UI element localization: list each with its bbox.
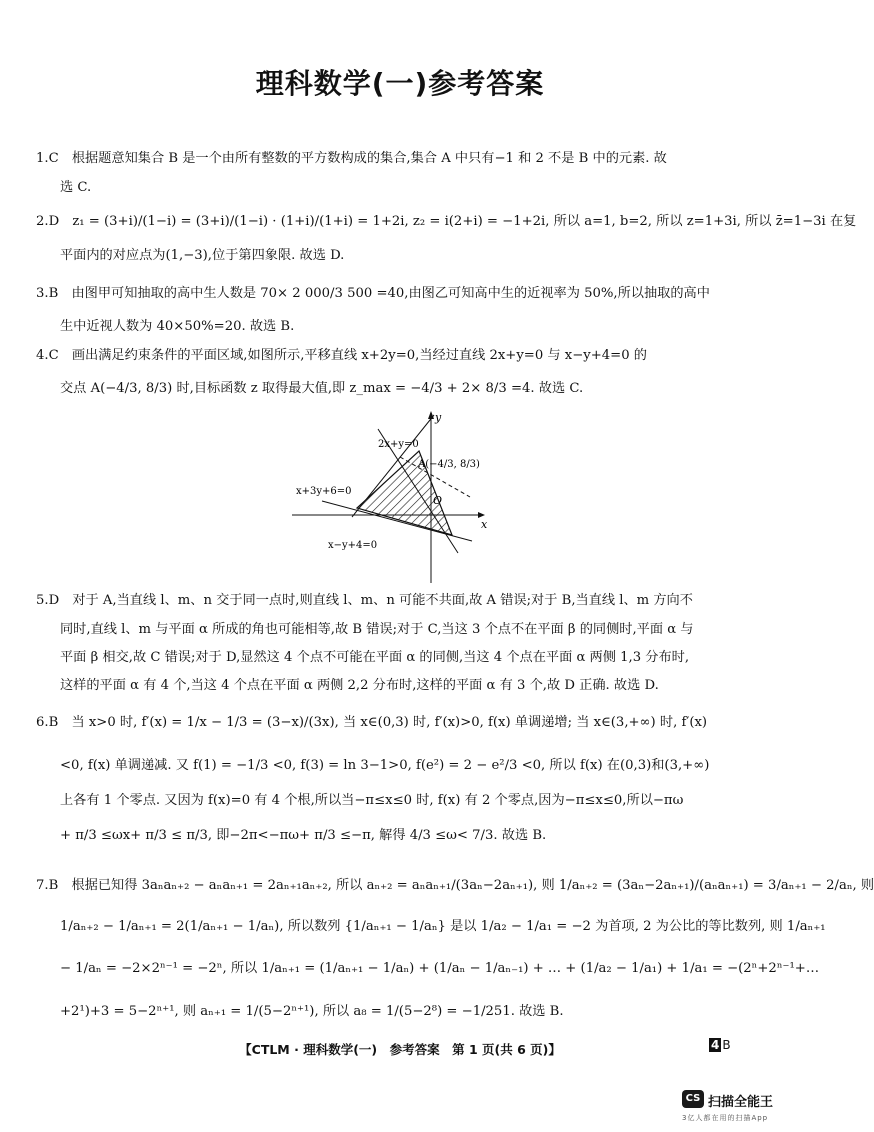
y-axis-arrow-icon [428, 411, 434, 419]
answer-line: 生中近视人数为 40×50%=20. 故选 B. [60, 319, 295, 334]
answer-line: 这样的平面 α 有 4 个,当这 4 个点在平面 α 两侧 2,2 分布时,这样的平面 α 有 3 个,故 D 正确. 故选 D. [60, 678, 659, 693]
answer-line: 3.B 由图甲可知抽取的高中生人数是 70× 2 000/3 500 =40,由图乙可知高中生的近视率为 50%,所以抽取的高中 [36, 286, 710, 301]
label-line3: x−y+4=0 [328, 540, 378, 551]
answer-line: 平面内的对应点为(1,−3),位于第四象限. 故选 D. [60, 248, 345, 263]
answer-line: <0, f(x) 单调递减. 又 f(1) = −1/3 <0, f(3) = ln 3−1>0, f(e²) = 2 − e²/3 <0, 所以 f(x) 在(0,3)和(3,+∞) [60, 758, 710, 773]
scanner-tagline: 3亿人都在用的扫描App [682, 1114, 769, 1122]
answer-line: 选 C. [60, 180, 92, 195]
answer-line: 上各有 1 个零点. 又因为 f(x)=0 有 4 个根,所以当−π≤x≤0 时, f(x) 有 2 个零点,因为−π≤x≤0,所以−πω [60, 793, 684, 808]
label-line2: x+3y+6=0 [296, 486, 352, 497]
camscanner-logo-icon: CS [682, 1090, 704, 1108]
scanner-watermark [680, 1086, 798, 1130]
version-badge [709, 1038, 731, 1052]
label-point-a: A(−4/3, 8/3) [418, 459, 480, 470]
answer-line: 5.D 对于 A,当直线 l、m、n 交于同一点时,则直线 l、m、n 可能不共面,故 A 错误;对于 B,当直线 l、m 方向不 [36, 593, 693, 608]
answer-line: + π/3 ≤ωx+ π/3 ≤ π/3, 即−2π<−πω+ π/3 ≤−π, 解得 4/3 ≤ω< 7/3. 故选 B. [60, 828, 547, 843]
badge-letter: B [722, 1038, 731, 1052]
answer-line: 1/aₙ₊₂ − 1/aₙ₊₁ = 2(1/aₙ₊₁ − 1/aₙ), 所以数列 {1/aₙ₊₁ − 1/aₙ} 是以 1/a₂ − 1/a₁ = −2 为首项, 2 为公比的等比数列, 则 1/aₙ₊₁ [60, 919, 826, 934]
answer-line: − 1/aₙ = −2×2ⁿ⁻¹ = −2ⁿ, 所以 1/aₙ₊₁ = (1/aₙ₊₁ − 1/aₙ) + (1/aₙ − 1/aₙ₋₁) + … + (1/a₂ − 1/a₁) + 1/a₁ = −(2ⁿ+2ⁿ⁻¹+… [60, 961, 820, 976]
label-x: x [481, 518, 488, 531]
constraint-region-diagram [292, 405, 497, 585]
label-y: y [435, 411, 442, 424]
label-origin: O [433, 494, 443, 507]
page-footer: 【CTLM · 理科数学(一) 参考答案 第 1 页(共 6 页)】 [239, 1042, 561, 1057]
page-title: 理科数学(一)参考答案 [255, 67, 545, 100]
answer-line: 7.B 根据已知得 3aₙaₙ₊₂ − aₙaₙ₊₁ = 2aₙ₊₁aₙ₊₂, 所以 aₙ₊₂ = aₙaₙ₊₁/(3aₙ−2aₙ₊₁), 则 1/aₙ₊₂ = (3aₙ−2aₙ₊₁)/(aₙaₙ₊₁) = 3/aₙ₊₁ − 2/aₙ, 则 [36, 878, 874, 893]
scanner-brand: 扫描全能王 [708, 1095, 774, 1110]
label-line1: 2x+y=0 [378, 439, 419, 450]
answer-line: 6.B 当 x>0 时, f′(x) = 1/x − 1/3 = (3−x)/(3x), 当 x∈(0,3) 时, f′(x)>0, f(x) 单调递增; 当 x∈(3,+∞) 时, f′(x) [36, 715, 708, 730]
badge-number: 4 [711, 1038, 720, 1052]
answer-line: 1.C 根据题意知集合 B 是一个由所有整数的平方数构成的集合,集合 A 中只有−1 和 2 不是 B 中的元素. 故 [36, 151, 667, 166]
answer-line: 平面 β 相交,故 C 错误;对于 D,显然这 4 个点不可能在平面 α 的同侧,当这 4 个点在平面 α 两侧 1,3 分布时, [60, 650, 690, 665]
answer-line: 2.D z₁ = (3+i)/(1−i) = (3+i)/(1−i) · (1+i)/(1+i) = 1+2i, z₂ = i(2+i) = −1+2i, 所以 a=1, b=2, 所以 z=1+3i, 所以 z̄=1−3i 在复 [36, 214, 857, 229]
answer-line: 交点 A(−4/3, 8/3) 时,目标函数 z 取得最大值,即 z_max = −4/3 + 2× 8/3 =4. 故选 C. [60, 381, 584, 396]
answer-line: +2¹)+3 = 5−2ⁿ⁺¹, 则 aₙ₊₁ = 1/(5−2ⁿ⁺¹), 所以 a₈ = 1/(5−2⁸) = −1/251. 故选 B. [60, 1004, 564, 1019]
answer-line: 同时,直线 l、m 与平面 α 所成的角也可能相等,故 B 错误;对于 C,当这 3 个点不在平面 β 的同侧时,平面 α 与 [60, 622, 694, 637]
answer-line: 4.C 画出满足约束条件的平面区域,如图所示,平移直线 x+2y=0,当经过直线 2x+y=0 与 x−y+4=0 的 [36, 348, 647, 363]
